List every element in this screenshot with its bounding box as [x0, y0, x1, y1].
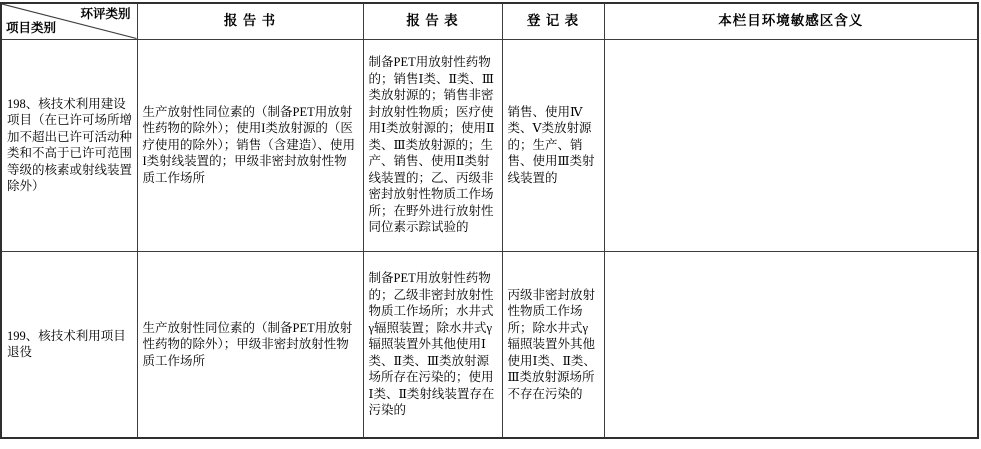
col-header-sensitive-area: 本栏目环境敏感区含义: [604, 3, 978, 39]
cell-198-project: 198、核技术利用建设项目（在已许可场所增加不超出已许可活动种类和不高于已许可范围等级的核素或射线装置除外）: [1, 39, 137, 251]
cell-199-report-form: 制备PET用放射性药物的；乙级非密封放射性物质工作场所；水井式γ辐照装置；除水井式γ辐照装置外其他使用Ⅰ类、Ⅱ类、Ⅲ类放射源场所存在污染的；使用Ⅰ类、Ⅱ类射线装置存在污染的: [363, 251, 502, 438]
header-row: [1, 3, 978, 39]
project-category-label: 项目类别: [6, 21, 57, 35]
cell-199-registration-form: 丙级非密封放射性物质工作场所；除水井式γ辐照装置外其他使用Ⅰ类、Ⅱ类、Ⅲ类放射源场所不存在污染的: [502, 251, 604, 438]
corner-cell: [1, 3, 137, 39]
eia-classification-table: [0, 2, 979, 439]
cell-199-report-book: 生产放射性同位素的（制备PET用放射性药物的除外）；甲级非密封放射性物质工作场所: [137, 251, 363, 438]
cell-198-sensitive-area: [604, 39, 978, 251]
col-header-report-form: 报 告 表: [363, 3, 502, 39]
cell-199-sensitive-area: [604, 251, 978, 438]
cell-199-project: 199、核技术利用项目退役: [1, 251, 137, 438]
table-row-198: [1, 39, 978, 251]
col-header-report-book: 报 告 书: [137, 3, 363, 39]
cell-198-report-book: 生产放射性同位素的（制备PET用放射性药物的除外）；使用I类放射源的（医疗使用的除外）；销售（含建造）、使用I类射线装置的；甲级非密封放射性物质工作场所: [137, 39, 363, 251]
col-header-registration-form: 登 记 表: [502, 3, 604, 39]
table-row-199: [1, 251, 978, 438]
cell-198-report-form: 制备PET用放射性药物的；销售Ⅰ类、Ⅱ类、Ⅲ类放射源的；销售非密封放射性物质；医疗使用Ⅰ类放射源的；使用Ⅱ类、Ⅲ类放射源的；生产、销售、使用Ⅱ类射线装置的；乙、丙级非密封放射性物质工作场所；在野外进行放射性同位素示踪试验的: [363, 39, 502, 251]
cell-198-registration-form: 销售、使用Ⅳ类、Ⅴ类放射源的；生产、销售、使用Ⅲ类射线装置的: [502, 39, 604, 251]
eia-category-label: 环评类别: [80, 7, 131, 21]
